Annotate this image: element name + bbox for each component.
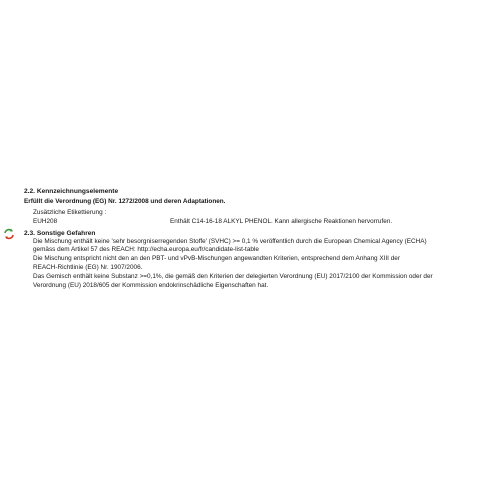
euh-statement-row [24,218,492,227]
section-2-3-heading: 2.3. Sonstige Gefahren [24,229,96,237]
regulation-text: Erfüllt die Verordnung (EG) Nr. 1272/2008 und deren Adaptationen. [24,198,226,205]
section-2-3 [24,229,492,291]
euh-description: Enthält C14-16-18 ALKYL PHENOL. Kann allergische Reaktionen hervorrufen. [170,217,393,225]
section-2-3-line-2: gemäss dem Artikel 57 des REACH: http://echa.europa.eu/fr/candidate-list-table [33,246,259,254]
section-2-3-line-5: Das Gemisch enthält keine Substanz >=0,1%, die gemäß den Kriterien der delegierten Verordnung (EU) 2017/2100 der Kommission oder der [33,272,433,280]
section-2-3-line-4: REACH-Richtlinie (EG) Nr. 1907/2006. [33,263,143,271]
section-2-3-line-3: Die Mischung entspricht nicht den an den PBT- und vPvB-Mischungen angewandten Kriterien, entsprechend dem Anhang XIII der [33,255,400,263]
euh-code: EUH208 [33,217,58,225]
additional-label-heading: Zusätzliche Etikettierung : [33,208,107,216]
section-2-3-line-1: Die Mischung enthält keine 'sehr besorgniserregenden Stoffe' (SVHC) >= 0,1 % veröffentlich durch die European Chemical Agency (ECHA) [33,237,427,245]
recycle-update-icon [3,228,15,240]
sds-section-2 [24,187,492,290]
section-2-2-heading: 2.2. Kennzeichnungselemente [24,188,119,195]
section-2-3-line-6: Verordnung (EU) 2018/605 der Kommission endokrinschädliche Eigenschaften hat. [33,281,269,289]
